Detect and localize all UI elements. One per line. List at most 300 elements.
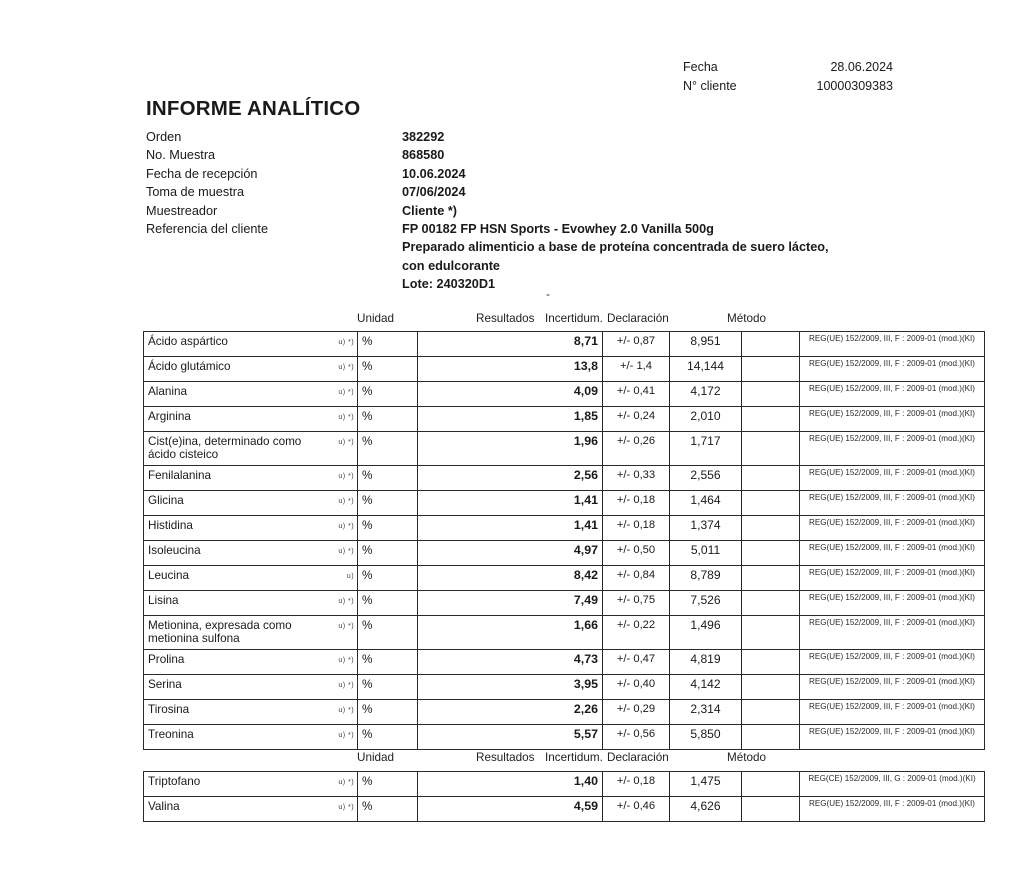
analyte-blank-cell [742, 797, 800, 822]
analyte-blank [742, 516, 799, 535]
analyte-unit-cell [358, 699, 418, 724]
analyte-result: 4,59 [573, 799, 598, 813]
analyte-marker: u) *) [338, 437, 354, 446]
analyte-name: Isoleucina u) *) [148, 543, 354, 557]
analyte-blank-cell [742, 465, 800, 490]
info-label-toma-muestra: Toma de muestra [146, 185, 245, 200]
analyte-blank-cell [742, 332, 800, 357]
analyte-unit-cell [358, 407, 418, 432]
analyte-uncertainty-cell [603, 515, 670, 540]
analyte-declaration-cell [670, 699, 742, 724]
analyte-blank [742, 491, 799, 510]
analyte-declaration-cell [670, 649, 742, 674]
analyte-result: 8,42 [573, 567, 598, 582]
analyte-unit-cell [358, 772, 418, 797]
analyte-declaration: 4,172 [690, 384, 721, 398]
analyte-uncertainty-cell [603, 540, 670, 565]
analyte-name-cell [144, 615, 358, 649]
analyte-method: REG(UE) 152/2009, III, F : 2009-01 (mod.)(KI) [809, 409, 975, 418]
table-row [144, 407, 985, 432]
analyte-declaration-cell [670, 357, 742, 382]
analyte-result-cell [418, 649, 603, 674]
info-label-referencia: Referencia del cliente [146, 222, 269, 237]
analyte-result-cell [418, 674, 603, 699]
analyte-unit: % [362, 702, 373, 716]
analyte-declaration: 5,850 [690, 726, 721, 741]
colheader-metodo-1: Método [727, 312, 766, 325]
analyte-blank [742, 675, 799, 694]
analyte-declaration-cell [670, 772, 742, 797]
analyte-unit: % [362, 518, 373, 532]
analyte-uncertainty-cell [603, 565, 670, 590]
analyte-name-cell [144, 382, 358, 407]
analyte-name: Cist(e)ina, determinado como ácido cisteico u) *) [148, 435, 354, 462]
sample-info-block [146, 128, 886, 294]
analyte-uncertainty-cell [603, 465, 670, 490]
analyte-uncertainty: +/- 0,41 [616, 385, 656, 397]
analyte-name-cell [144, 797, 358, 822]
analyte-name: Leucina u) [148, 568, 354, 582]
analyte-blank-cell [742, 590, 800, 615]
table-row [144, 540, 985, 565]
analyte-unit-cell [358, 465, 418, 490]
analyte-name-cell [144, 649, 358, 674]
colheader-declaracion-2: Declaración [607, 751, 669, 764]
info-value-muestra: 868580 [402, 148, 445, 163]
analyte-marker: u) *) [338, 777, 354, 786]
table-row [144, 699, 985, 724]
analyte-unit-cell [358, 432, 418, 466]
info-row-fecha-recepcion [146, 165, 886, 183]
analyte-name-cell [144, 332, 358, 357]
analyte-method: REG(UE) 152/2009, III, F : 2009-01 (mod.)(KI) [809, 334, 975, 343]
analyte-blank-cell [742, 407, 800, 432]
analyte-uncertainty-cell [603, 490, 670, 515]
analyte-blank-cell [742, 724, 800, 749]
meta-value-fecha: 28.06.2024 [830, 60, 893, 74]
analyte-declaration: 4,142 [690, 676, 721, 691]
analyte-method: REG(UE) 152/2009, III, F : 2009-01 (mod.)(KI) [809, 592, 975, 602]
analyte-name-cell [144, 357, 358, 382]
analyte-unit: % [362, 677, 373, 691]
analyte-declaration-cell [670, 797, 742, 822]
analyte-result: 1,85 [573, 409, 598, 423]
analyte-result-cell [418, 540, 603, 565]
info-row-muestra [146, 146, 886, 164]
analyte-name-cell [144, 565, 358, 590]
analyte-method-cell [800, 490, 985, 515]
analyte-uncertainty: +/- 0,33 [616, 468, 656, 481]
analyte-blank [742, 772, 799, 791]
analyte-result: 4,97 [573, 542, 598, 557]
colheader-declaracion-1: Declaración [607, 312, 669, 325]
table-row [144, 465, 985, 490]
analyte-blank [742, 332, 799, 351]
info-value-referencia [402, 220, 829, 294]
analyte-declaration-cell [670, 515, 742, 540]
analyte-result: 7,49 [573, 592, 598, 607]
analyte-declaration: 14,144 [687, 359, 724, 373]
analyte-result-cell [418, 357, 603, 382]
analyte-blank [742, 357, 799, 376]
analyte-blank [742, 432, 799, 451]
analyte-name: Tirosina u) *) [148, 702, 354, 716]
analyte-blank [742, 382, 799, 401]
analyte-method-cell [800, 357, 985, 382]
analyte-uncertainty-cell [603, 699, 670, 724]
analyte-declaration-cell [670, 407, 742, 432]
page-title: INFORME ANALÍTICO [146, 97, 361, 120]
analyte-uncertainty-cell [603, 357, 670, 382]
analyte-result-cell [418, 772, 603, 797]
analyte-blank-cell [742, 699, 800, 724]
analyte-unit-cell [358, 724, 418, 749]
meta-label-cliente: N° cliente [683, 79, 737, 93]
analyte-declaration-cell [670, 382, 742, 407]
analyte-unit: % [362, 385, 373, 398]
amino-acid-results-table [143, 331, 985, 750]
analyte-blank-cell [742, 382, 800, 407]
analyte-marker: u) *) [338, 802, 354, 811]
table-row [144, 674, 985, 699]
colheader-resultados-1: Resultados [476, 312, 535, 325]
analyte-marker: u) *) [338, 595, 354, 605]
analyte-name: Arginina u) *) [148, 410, 354, 423]
analyte-name: Serina u) *) [148, 677, 354, 691]
analyte-name-cell [144, 772, 358, 797]
table-row [144, 490, 985, 515]
analyte-uncertainty-cell [603, 407, 670, 432]
analyte-name-cell [144, 674, 358, 699]
analyte-name: Valina u) *) [148, 800, 354, 813]
analyte-method: REG(UE) 152/2009, III, F : 2009-01 (mod.)(KI) [809, 651, 975, 661]
analyte-name-cell [144, 699, 358, 724]
analyte-uncertainty: +/- 0,40 [616, 677, 656, 690]
analyte-unit: % [362, 593, 373, 607]
analyte-declaration-cell [670, 490, 742, 515]
analyte-marker: u) *) [338, 704, 354, 714]
analyte-marker: u) *) [338, 495, 354, 505]
analyte-declaration: 2,556 [690, 467, 721, 482]
analyte-blank-cell [742, 674, 800, 699]
analyte-declaration-cell [670, 565, 742, 590]
analyte-blank [742, 700, 799, 719]
analyte-method-cell [800, 724, 985, 749]
analyte-method: REG(UE) 152/2009, III, F : 2009-01 (mod.)(KI) [809, 567, 975, 577]
analyte-result: 1,41 [573, 492, 598, 507]
analyte-unit: % [362, 468, 373, 482]
analyte-blank [742, 725, 799, 744]
analyte-declaration-cell [670, 540, 742, 565]
analyte-method: REG(UE) 152/2009, III, F : 2009-01 (mod.)(KI) [809, 434, 975, 443]
analyte-method-cell [800, 772, 985, 797]
analyte-uncertainty: +/- 0,18 [616, 775, 656, 787]
analyte-blank-cell [742, 540, 800, 565]
analyte-declaration-cell [670, 724, 742, 749]
table-row [144, 590, 985, 615]
analyte-blank-cell [742, 565, 800, 590]
analyte-name: Glicina u) *) [148, 493, 354, 507]
analyte-result-cell [418, 465, 603, 490]
table-row [144, 432, 985, 466]
info-value-orden: 382292 [402, 130, 445, 144]
analyte-result-cell [418, 565, 603, 590]
analyte-uncertainty: +/- 0,26 [616, 435, 656, 447]
info-value-muestreador: Cliente *) [402, 203, 457, 218]
analyte-uncertainty: +/- 0,87 [616, 335, 656, 347]
analyte-name-cell [144, 540, 358, 565]
info-row-muestreador [146, 202, 886, 220]
analyte-marker: u) *) [338, 412, 354, 421]
info-value-fecha-recepcion: 10.06.2024 [402, 166, 466, 181]
analyte-declaration-cell [670, 674, 742, 699]
analyte-uncertainty-cell [603, 797, 670, 822]
analyte-blank [742, 407, 799, 426]
analyte-method-cell [800, 540, 985, 565]
analyte-unit: % [362, 568, 373, 582]
analyte-name-cell [144, 724, 358, 749]
meta-row-cliente [683, 77, 893, 96]
analyte-unit-cell [358, 357, 418, 382]
analyte-blank-cell [742, 615, 800, 649]
colheader-incertidum-1: Incertidum. [545, 312, 603, 325]
analyte-declaration: 8,789 [690, 567, 721, 582]
analyte-result: 5,57 [573, 726, 598, 741]
analyte-blank [742, 541, 799, 560]
analyte-method-cell [800, 382, 985, 407]
analyte-name: Histidina u) *) [148, 518, 354, 532]
analyte-result: 13,8 [573, 359, 598, 373]
analyte-name-cell [144, 490, 358, 515]
analyte-unit: % [362, 543, 373, 557]
analyte-uncertainty-cell [603, 649, 670, 674]
analyte-method: REG(UE) 152/2009, III, F : 2009-01 (mod.)(KI) [809, 467, 975, 477]
analyte-unit-cell [358, 515, 418, 540]
analyte-blank [742, 650, 799, 669]
analyte-unit: % [362, 775, 373, 788]
analyte-declaration-cell [670, 332, 742, 357]
info-label-fecha-recepcion: Fecha de recepción [146, 166, 258, 181]
table-row [144, 565, 985, 590]
analyte-unit-cell [358, 674, 418, 699]
analyte-declaration: 1,496 [690, 617, 721, 632]
analyte-marker: u) *) [338, 729, 354, 739]
analyte-unit-cell [358, 382, 418, 407]
analyte-unit: % [362, 435, 373, 448]
analyte-result-cell [418, 432, 603, 466]
colheader-incertidum-2: Incertidum. [545, 751, 603, 764]
analyte-method: REG(UE) 152/2009, III, F : 2009-01 (mod.)(KI) [809, 359, 975, 368]
analyte-declaration: 7,526 [690, 592, 721, 607]
table-row [144, 515, 985, 540]
analyte-blank-cell [742, 490, 800, 515]
analyte-result-cell [418, 332, 603, 357]
analyte-result: 3,95 [573, 676, 598, 691]
analyte-result: 4,73 [573, 651, 598, 666]
table-row [144, 357, 985, 382]
analyte-result: 1,41 [573, 517, 598, 532]
document-meta [683, 58, 893, 96]
analyte-result-cell [418, 590, 603, 615]
analyte-marker: u) *) [338, 387, 354, 396]
table-row [144, 615, 985, 649]
analyte-uncertainty-cell [603, 674, 670, 699]
analyte-method: REG(CE) 152/2009, III, G : 2009-01 (mod.)(KI) [808, 774, 976, 783]
analyte-unit: % [362, 335, 373, 348]
analyte-declaration: 1,374 [690, 517, 721, 532]
analyte-uncertainty: +/- 1,4 [619, 360, 653, 372]
analyte-declaration: 4,626 [690, 799, 721, 813]
analyte-method: REG(UE) 152/2009, III, F : 2009-01 (mod.)(KI) [809, 517, 975, 527]
analyte-declaration: 2,010 [690, 409, 721, 423]
referencia-line-0: FP 00182 FP HSN Sports - Evowhey 2.0 Vanilla 500g [402, 222, 714, 237]
analyte-name: Lisina u) *) [148, 593, 354, 607]
info-row-referencia [146, 220, 886, 294]
analyte-unit: % [362, 410, 373, 423]
table-row [144, 797, 985, 822]
analyte-method: REG(UE) 152/2009, III, F : 2009-01 (mod.)(KI) [809, 799, 975, 808]
analyte-uncertainty: +/- 0,84 [616, 568, 656, 581]
analyte-marker: u) *) [338, 337, 354, 346]
analyte-method-cell [800, 699, 985, 724]
analyte-method-cell [800, 432, 985, 466]
analyte-blank [742, 591, 799, 610]
info-value-toma-muestra: 07/06/2024 [402, 185, 466, 200]
analyte-unit: % [362, 727, 373, 741]
analyte-result: 1,40 [573, 774, 598, 788]
analyte-result: 1,66 [573, 617, 598, 632]
analyte-uncertainty: +/- 0,18 [616, 493, 656, 506]
analyte-marker: u) *) [338, 679, 354, 689]
analyte-method: REG(UE) 152/2009, III, F : 2009-01 (mod.)(KI) [809, 726, 975, 736]
analyte-marker: u) *) [338, 362, 354, 371]
analyte-blank [742, 797, 799, 816]
analyte-uncertainty: +/- 0,29 [616, 702, 656, 715]
analyte-unit-cell [358, 590, 418, 615]
analyte-result: 2,26 [573, 701, 598, 716]
analyte-uncertainty: +/- 0,50 [616, 543, 656, 556]
analyte-result-cell [418, 382, 603, 407]
analyte-uncertainty: +/- 0,56 [616, 727, 656, 740]
analyte-unit: % [362, 493, 373, 507]
analyte-unit-cell [358, 649, 418, 674]
analyte-uncertainty-cell [603, 382, 670, 407]
analyte-blank [742, 466, 799, 485]
analyte-method-cell [800, 515, 985, 540]
analyte-uncertainty-cell [603, 332, 670, 357]
analyte-marker: u) *) [338, 470, 354, 480]
analyte-blank-cell [742, 432, 800, 466]
analyte-result-cell [418, 724, 603, 749]
analyte-name-cell [144, 432, 358, 466]
analyte-method-cell [800, 465, 985, 490]
info-label-muestreador: Muestreador [146, 203, 218, 218]
analyte-blank [742, 566, 799, 585]
colheader-unidad-2: Unidad [357, 751, 395, 764]
table-row [144, 724, 985, 749]
analyte-declaration-cell [670, 615, 742, 649]
header-dash-mark-1: - [546, 288, 550, 301]
analyte-method-cell [800, 649, 985, 674]
analyte-blank-cell [742, 649, 800, 674]
analyte-unit: % [362, 360, 373, 373]
analyte-uncertainty-cell [603, 772, 670, 797]
analyte-name-cell [144, 515, 358, 540]
analyte-declaration-cell [670, 465, 742, 490]
table-row [144, 382, 985, 407]
analyte-uncertainty-cell [603, 590, 670, 615]
analyte-result-cell [418, 515, 603, 540]
analyte-declaration: 1,464 [690, 492, 721, 507]
analyte-name: Ácido glutámico u) *) [148, 360, 354, 373]
analyte-name: Prolina u) *) [148, 652, 354, 666]
analyte-result-cell [418, 615, 603, 649]
analyte-uncertainty: +/- 0,47 [616, 652, 656, 665]
analyte-declaration: 4,819 [690, 651, 721, 666]
analyte-method: REG(UE) 152/2009, III, F : 2009-01 (mod.)(KI) [809, 384, 975, 393]
analyte-result: 8,71 [573, 334, 598, 348]
table-row [144, 649, 985, 674]
referencia-line-2: con edulcorante [402, 258, 500, 273]
analyte-result-cell [418, 699, 603, 724]
analyte-marker: u) *) [338, 654, 354, 664]
analyte-marker: u) *) [338, 545, 354, 555]
analyte-uncertainty: +/- 0,18 [616, 518, 656, 531]
analyte-result-cell [418, 407, 603, 432]
info-row-toma-muestra [146, 183, 886, 201]
analyte-unit-cell [358, 615, 418, 649]
analyte-unit: % [362, 800, 373, 813]
table-row [144, 772, 985, 797]
meta-row-fecha [683, 58, 893, 77]
analyte-uncertainty: +/- 0,75 [616, 593, 656, 606]
analyte-declaration-cell [670, 432, 742, 466]
analyte-declaration-cell [670, 590, 742, 615]
analyte-method: REG(UE) 152/2009, III, F : 2009-01 (mod.)(KI) [809, 492, 975, 502]
analyte-uncertainty-cell [603, 432, 670, 466]
analyte-result-cell [418, 490, 603, 515]
info-row-orden [146, 128, 886, 146]
analyte-unit-cell [358, 540, 418, 565]
analyte-declaration: 5,011 [690, 542, 721, 557]
analyte-blank-cell [742, 357, 800, 382]
analyte-blank [742, 616, 799, 635]
analyte-method-cell [800, 407, 985, 432]
analyte-uncertainty-cell [603, 615, 670, 649]
analyte-unit: % [362, 618, 373, 632]
colheader-metodo-2: Método [727, 751, 766, 764]
analyte-declaration: 8,951 [690, 334, 721, 348]
analyte-method-cell [800, 332, 985, 357]
table2-body [144, 772, 985, 822]
meta-value-cliente: 10000309383 [816, 79, 893, 93]
analyte-result: 4,09 [573, 384, 598, 398]
analyte-name: Ácido aspártico u) *) [148, 335, 354, 348]
colheader-resultados-2: Resultados [476, 751, 535, 764]
analyte-method-cell [800, 565, 985, 590]
analyte-name-cell [144, 590, 358, 615]
analyte-unit-cell [358, 490, 418, 515]
referencia-line-1: Preparado alimenticio a base de proteína concentrada de suero lácteo, [402, 240, 829, 255]
analyte-method-cell [800, 674, 985, 699]
additional-amino-acid-results-table [143, 771, 985, 822]
analyte-name: Fenilalanina u) *) [148, 468, 354, 482]
analyte-marker: u) *) [338, 620, 354, 630]
analyte-marker: u) [346, 570, 354, 580]
analyte-uncertainty: +/- 0,46 [616, 800, 656, 812]
analyte-method-cell [800, 590, 985, 615]
table1-body [144, 332, 985, 750]
